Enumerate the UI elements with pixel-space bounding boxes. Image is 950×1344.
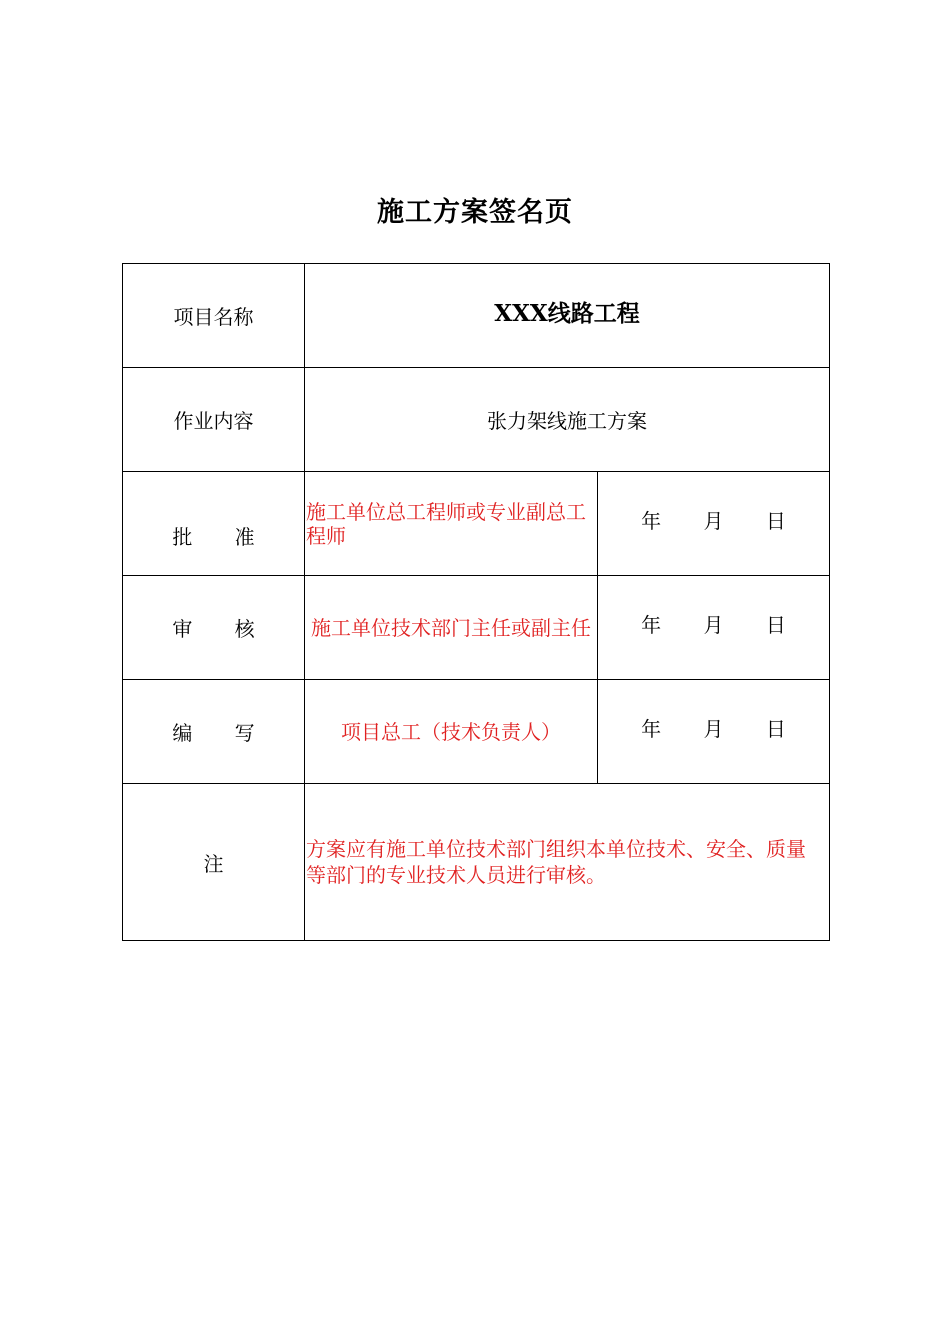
compile-label-cell: [123, 680, 305, 784]
table-row-review: [123, 576, 830, 680]
page-title: 施工方案签名页: [377, 197, 573, 228]
approve-signer-text: 施工单位总工程师或专业副总工程师: [306, 499, 586, 548]
work-content-label: 作业内容: [173, 409, 254, 433]
table-row-note: [123, 784, 830, 941]
review-label-cell: [123, 576, 305, 680]
review-label: 审 核: [172, 617, 273, 641]
review-signer-cell[interactable]: [305, 576, 598, 680]
review-date: 年 月 日: [641, 613, 804, 637]
note-label: 注: [203, 851, 224, 876]
table-row-work: [123, 368, 830, 472]
signature-table: [122, 263, 830, 941]
project-name-label: 项目名称: [173, 305, 254, 329]
approve-label: 批 准: [172, 525, 273, 549]
compile-signer-cell[interactable]: [305, 680, 598, 784]
work-content-label-cell: [123, 368, 305, 472]
approve-date: 年 月 日: [641, 509, 804, 533]
compile-date: 年 月 日: [641, 717, 804, 741]
approve-label-cell: [123, 472, 305, 576]
review-signer-text: 施工单位技术部门主任或副主任: [311, 615, 591, 640]
note-content-text: 方案应有施工单位技术部门组织本单位技术、安全、质量等部门的专业技术人员进行审核。: [306, 837, 806, 887]
approve-signer-cell[interactable]: [305, 472, 598, 576]
review-date-cell[interactable]: [598, 576, 830, 680]
note-content-cell[interactable]: [305, 784, 830, 941]
work-content-value-cell[interactable]: [305, 368, 830, 472]
compile-signer-text: 项目总工（技术负责人）: [341, 719, 561, 744]
table-row-compile: [123, 680, 830, 784]
work-content-value: 张力架线施工方案: [487, 409, 647, 433]
approve-date-cell[interactable]: [598, 472, 830, 576]
table-row-project: [123, 264, 830, 368]
compile-date-cell[interactable]: [598, 680, 830, 784]
project-name-label-cell: [123, 264, 305, 368]
note-label-cell: [123, 784, 305, 941]
project-name-value-cell[interactable]: [305, 264, 830, 368]
compile-label: 编 写: [172, 721, 273, 745]
project-name-value: XXX线路工程: [494, 300, 640, 327]
table-row-approve: [123, 472, 830, 576]
